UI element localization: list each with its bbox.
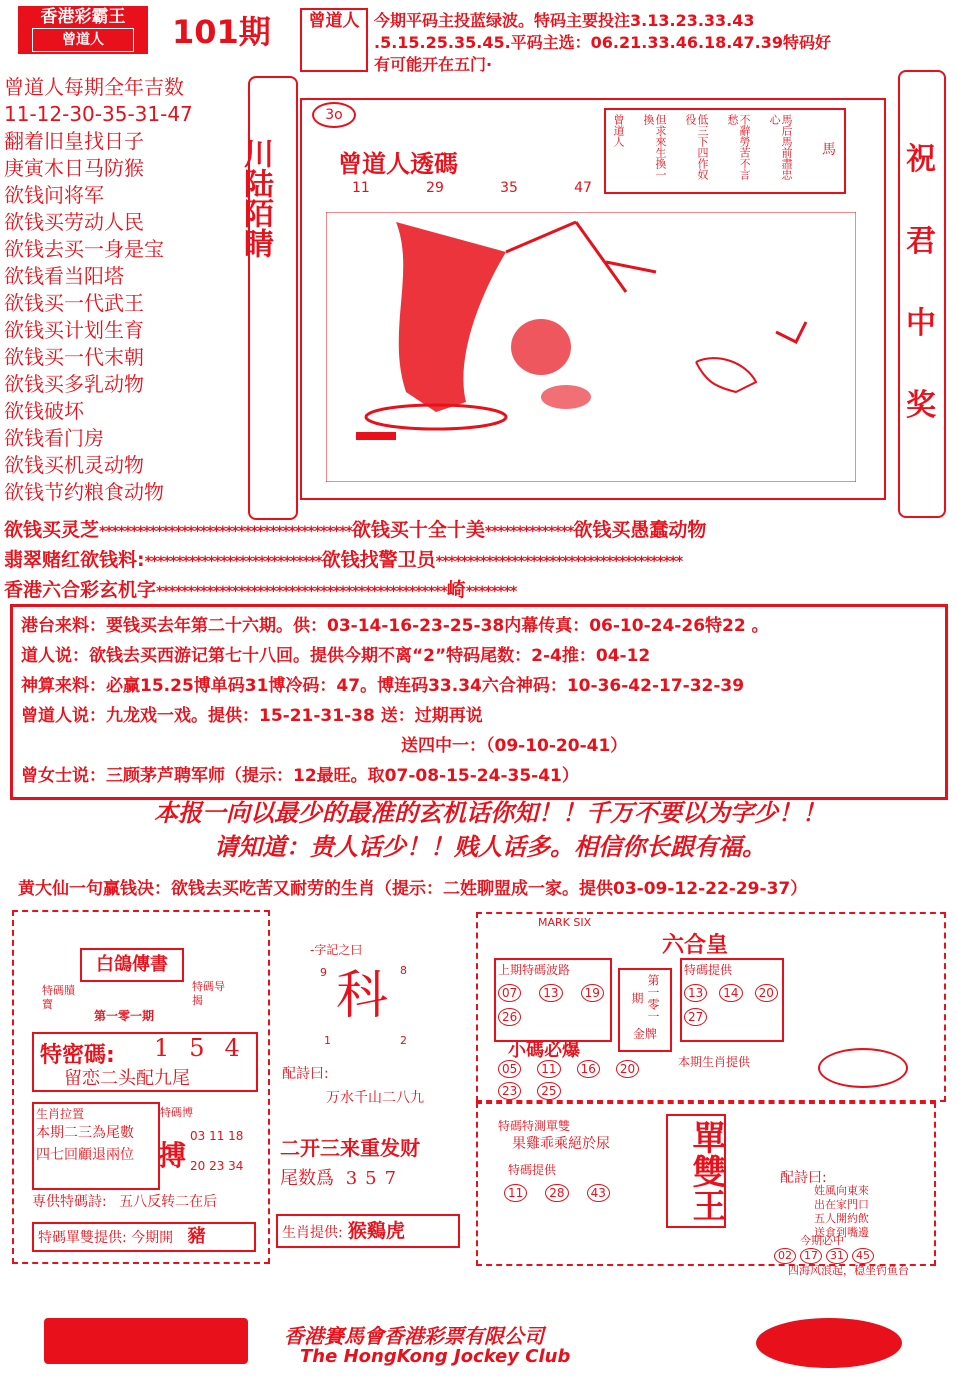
rb-title: 特碼特測單雙 — [498, 1119, 571, 1133]
sx-label: 生肖提供: — [282, 1225, 343, 1241]
bo-row2: 20 23 34 — [190, 1159, 244, 1173]
scroll-right-text — [904, 142, 938, 470]
word-n1: 1 — [324, 1034, 331, 1047]
picture-title: 曾道人透碼 — [338, 149, 458, 178]
left-title: 白鴿傳書 — [80, 948, 184, 982]
star-row-stars2: *************************************** — [435, 554, 683, 570]
info-line: 曾女士说：三顾茅芦聘军师（提示：12最旺。取07-08-15-24-35-41） — [21, 766, 579, 786]
tema-value: 154 — [154, 1034, 260, 1062]
rb-poem-label: 配詩曰: — [780, 1170, 827, 1186]
word-title: -字記之曰 — [310, 943, 363, 957]
left-list-item: 欲钱买一代武王 — [4, 291, 144, 315]
rt-small-ball: 16 — [577, 1060, 600, 1078]
picture-numbers — [352, 178, 592, 198]
slogan-line2: 请知道：贵人话少！！贱人话多。相信你长跟有福。 — [214, 832, 766, 861]
left-list-item: 欲钱买机灵动物 — [4, 453, 144, 477]
mid-slogan: 二开三来重发财 — [280, 1136, 420, 1160]
liulian-text: 留恋二头配九尾 — [64, 1068, 190, 1089]
panel-mid — [270, 910, 466, 1260]
star-row-stars2: ************** — [484, 524, 574, 540]
rt-small-ball: 05 — [498, 1060, 521, 1078]
star-row — [4, 516, 954, 546]
te-label: 特碼博 — [160, 1106, 193, 1119]
star-row-mid: 欲钱买十全十美 — [351, 519, 485, 541]
info-line: 神算来料：必赢15.25博单码31博冷码：47。博连码33.34六合神码：10-36-42-17-32-39 — [21, 676, 745, 696]
info-line: 道人说：欲钱去买西游记第七十八回。提供今期不离“2”特码尾数：2-4推：04-12 — [21, 646, 651, 666]
scroll-right-char: 奖 — [906, 388, 936, 423]
rb-xin-label: 今期必中 — [800, 1234, 844, 1247]
left-list-item: 欲钱去买一身是宝 — [4, 237, 164, 261]
footer-cn: 香港賽馬會香港彩票有限公司 — [284, 1324, 544, 1348]
rt-tema-box — [680, 958, 784, 1042]
logo-line2: 曾道人 — [32, 28, 134, 52]
star-rows — [4, 516, 954, 606]
rt-last-ball: 19 — [581, 984, 604, 1002]
poem-column: 但求來生換一換 — [642, 114, 667, 180]
left-list-item: 欲钱破坏 — [4, 399, 84, 423]
left-list-item: 欲钱看门房 — [4, 426, 104, 450]
rt-last-ball: 13 — [539, 984, 562, 1002]
rb-subtitle: 果雞乖乘絕於尿 — [512, 1136, 610, 1152]
dan-char: 豬 — [187, 1226, 206, 1247]
panel-left — [12, 910, 270, 1264]
shengxiao-label: 生肖拉置 — [36, 1107, 85, 1121]
poem-signature: 曾道人 — [612, 114, 625, 147]
bo-char: 搏 — [158, 1139, 187, 1172]
left-list-item: 翻着旧皇找日子 — [4, 129, 144, 153]
rt-last-label: 上期特碼波路 — [498, 963, 571, 977]
star-row-stars: **************************************** — [99, 524, 352, 540]
picture-number: 29 — [426, 180, 444, 196]
rb-poem-line: 出在家門口 — [814, 1198, 869, 1211]
picture-number: 11 — [352, 180, 370, 196]
rb-ball: 43 — [587, 1184, 610, 1202]
rb-xin-ball: 02 — [774, 1248, 796, 1264]
logo — [18, 6, 148, 54]
dan-label: 特碼單雙提供: — [38, 1230, 127, 1246]
star-row-left: 香港六合彩玄机字 — [4, 579, 157, 601]
info-lines — [21, 611, 941, 791]
footer-en: The HongKong Jockey Club — [300, 1346, 571, 1367]
rt-mark: MARK SIX — [538, 916, 592, 929]
star-row-right: 欲钱买愚蠢动物 — [573, 519, 707, 541]
scroll-right-char: 祝 — [906, 142, 936, 177]
scroll-picture — [300, 98, 886, 500]
rb-xin-ball: 31 — [826, 1248, 848, 1264]
slogan — [40, 796, 940, 864]
info-line: 曾道人说：九龙戏一戏。提供：15-21-31-38 送：过期再说 — [21, 706, 483, 726]
rt-tema-ball: 14 — [719, 984, 742, 1002]
rb-xin-ball: 45 — [852, 1248, 874, 1264]
shengxiao-box — [32, 1102, 160, 1190]
mid-sx — [276, 1214, 460, 1248]
info-line: 港台来料：要钱买去年第二十六期。供：03-14-16-23-25-38内幕传真：06-10-24-26特22 。 — [21, 616, 769, 636]
star-row-stars: ********************************************** — [156, 584, 447, 600]
picture-number: 47 — [574, 180, 592, 196]
rb-xin-balls — [774, 1248, 874, 1264]
scroll-left-roll — [238, 76, 298, 520]
rb-poem — [814, 1184, 869, 1240]
left-list-item: 庚寅木日马防猴 — [4, 156, 144, 180]
word-n2: 2 — [400, 1034, 407, 1047]
rt-tema-label: 特碼提供 — [684, 963, 733, 977]
star-row-mid: 崎 — [446, 579, 466, 601]
left-list-item: 欲钱买计划生育 — [4, 318, 144, 342]
rt-title: 六合皇 — [662, 932, 729, 958]
intro-line3: 有可能开在五门· — [374, 55, 493, 74]
dan-text: 今期開 — [131, 1230, 174, 1246]
word-n8: 8 — [400, 964, 407, 977]
shengxiao-line1: 本期二三為尾數 — [36, 1125, 134, 1141]
rt-small-ball: 23 — [498, 1082, 521, 1100]
star-row — [4, 546, 954, 576]
tail-label: 尾数爲 — [280, 1168, 334, 1189]
left-list-item: 欲钱买劳动人民 — [4, 210, 144, 234]
dan-row — [32, 1222, 256, 1252]
rt-last-ball: 07 — [498, 984, 521, 1002]
panel-right-top — [476, 912, 946, 1102]
info-box — [10, 604, 948, 800]
rt-tema-balls — [684, 984, 780, 1026]
seal-text: 曾道人 — [308, 11, 360, 31]
rb-poem-line: 姓風向東來 — [814, 1184, 869, 1197]
rb-big-word: 單雙王 — [666, 1114, 726, 1228]
special-row — [32, 1192, 217, 1212]
rb-tema-label: 特碼提供 — [508, 1163, 557, 1177]
rt-small-label: 小碼必爆 — [508, 1040, 580, 1061]
logo-line1: 香港彩霸王 — [40, 7, 126, 27]
poem-columns — [612, 114, 792, 188]
poem-column: 低三下四作奴役 — [684, 114, 709, 180]
left-list-numbers: 11-12-30-35-31-47 — [4, 102, 193, 126]
star-row-stars: **************************** — [144, 554, 322, 570]
word-n9: 9 — [320, 966, 327, 979]
rb-footer: 四海风浪起，稳坐钓鱼台 — [788, 1264, 909, 1277]
rb-xin-ball: 17 — [800, 1248, 822, 1264]
intro-line1: 今期平码主投蓝绿波。特码主要投注3.13.23.33.43 — [374, 11, 755, 30]
rb-ball: 28 — [545, 1184, 568, 1202]
mid-poem: 万水千山二八九 — [326, 1090, 424, 1106]
intro-text — [374, 10, 934, 76]
rt-tema-ball: 20 — [755, 984, 778, 1002]
shengxiao-line2: 四七回顧退兩位 — [36, 1147, 134, 1163]
left-side-right: 特碼导揭 — [192, 980, 225, 1007]
left-issue: 第一零一期 — [94, 1009, 155, 1023]
poem-column: 不辭勞苦不言愁 — [726, 114, 751, 180]
slogan-line1: 本报一向以最少的最准的玄机话你知！！千万不要以为字少！！ — [154, 798, 826, 827]
footer-logo-right — [756, 1318, 902, 1368]
scroll-right-roll — [898, 70, 946, 518]
footer-logo-left — [44, 1318, 248, 1364]
rb-balls — [504, 1184, 610, 1202]
scroll-right-char: 中 — [906, 306, 936, 341]
picture-number: 35 — [500, 180, 518, 196]
star-row-left: 翡翠赌红欲钱料: — [4, 549, 145, 571]
rt-issue: 第一零一期 — [630, 974, 660, 1022]
rt-last-balls — [498, 984, 608, 1026]
bo-row1: 03 11 18 — [190, 1129, 244, 1143]
left-list — [4, 74, 244, 506]
left-list-item: 欲钱节约粮食动物 — [4, 480, 164, 504]
tema-label: 特密碼: — [40, 1043, 115, 1068]
rt-tema-ball: 27 — [684, 1008, 707, 1026]
rb-poem-line: 五人開約飲 — [814, 1212, 869, 1225]
rt-tema-ball: 13 — [684, 984, 707, 1002]
panel-right-bottom — [476, 1102, 936, 1277]
rt-sx-label: 本期生肖提供 — [678, 1055, 751, 1069]
left-list-item: 欲钱问将军 — [4, 183, 104, 207]
poem-title: 馬 — [822, 142, 836, 158]
big-char: 科 — [336, 966, 389, 1026]
rt-small-ball: 25 — [537, 1082, 560, 1100]
rt-last-box — [494, 958, 612, 1042]
poem-box — [604, 108, 846, 194]
rt-issue-box — [618, 968, 672, 1052]
rt-emblem — [818, 1048, 908, 1088]
left-list-item: 欲钱买一代末朝 — [4, 345, 144, 369]
special-text: 五八反转二在后 — [119, 1194, 218, 1210]
rt-small-ball: 11 — [537, 1060, 560, 1078]
left-list-title: 曾道人每期全年吉数 — [4, 75, 184, 99]
issue-number: 101期 — [172, 13, 271, 51]
huang-text: 黄大仙一句赢钱决：欲钱去买吃苦又耐劳的生肖（提示：二姓聊盟成一家。提供03-09-12-22-29-37） — [18, 879, 808, 899]
rt-last-ball: 26 — [498, 1008, 521, 1026]
info-line: 送四中一：（09-10-20-41） — [401, 736, 628, 756]
intro-line2: .5.15.25.35.45.平码主选：06.21.33.46.18.47.39特码好 — [374, 33, 831, 52]
rt-small-ball: 20 — [616, 1060, 639, 1078]
mid-tail — [280, 1164, 404, 1190]
star-row-mid: 欲钱找警卫员 — [321, 549, 436, 571]
scroll-left-text: 川陆陌睛 — [238, 138, 273, 258]
picture-badge: 3o — [312, 102, 356, 128]
left-list-item: 欲钱看当阳塔 — [4, 264, 124, 288]
picture-illustration — [326, 212, 856, 482]
rt-jin: 金牌 — [632, 1027, 657, 1041]
star-row-left: 欲钱买灵芝 — [4, 519, 100, 541]
special-label: 専供特碼詩: — [32, 1194, 107, 1210]
poem-column: 馬后馬前盡忠心 — [768, 114, 793, 180]
tail-value: 357 — [345, 1168, 405, 1189]
rb-ball: 11 — [504, 1184, 527, 1202]
sx-value: 猴鷄虎 — [347, 1220, 405, 1242]
seal — [300, 8, 368, 72]
star-row-stars2: ******** — [465, 584, 517, 600]
tema-box — [32, 1032, 258, 1092]
left-side-left: 特碼贖寶 — [42, 984, 75, 1011]
star-row — [4, 576, 954, 606]
left-list-item: 欲钱买多乳动物 — [4, 372, 144, 396]
scroll-right-char: 君 — [906, 224, 936, 259]
mid-poem-label: 配詩曰: — [282, 1066, 329, 1082]
rt-small-balls — [498, 1060, 658, 1100]
left-list-items — [4, 128, 244, 506]
rb-poem-line: 送食到嘴邊 — [814, 1226, 869, 1239]
